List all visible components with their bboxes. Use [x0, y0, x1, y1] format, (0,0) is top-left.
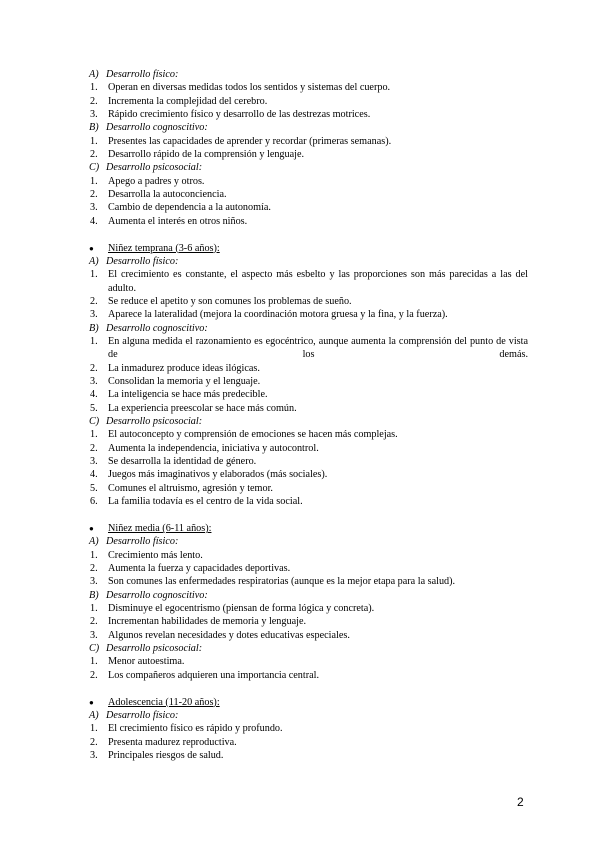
- list-item: [88, 655, 528, 668]
- list-item-number: 3.: [90, 750, 98, 761]
- list-item-number: 4.: [90, 389, 98, 401]
- list-item-text: Aumenta el interés en otros niños.: [108, 215, 248, 227]
- subsection-label: C): [89, 643, 100, 655]
- list-item-text: Disminuye el egocentrismo (piensan de forma lógica y concreta).: [108, 603, 375, 615]
- list-item-text: El autoconcepto y comprensión de emociones se hacen más complejas.: [108, 429, 398, 441]
- list-item-number: 1.: [90, 723, 98, 735]
- list-item: [88, 388, 528, 401]
- subsection-title: Desarrollo psicosocial:: [106, 162, 203, 174]
- list-item-text: Se reduce el apetito y son comunes los problemas de sueño.: [108, 296, 352, 307]
- list-item-number: 1.: [90, 549, 98, 561]
- list-item: [88, 428, 528, 441]
- subsection-title: Desarrollo cognoscitivo:: [106, 589, 208, 601]
- list-item: [88, 402, 528, 415]
- list-item: [88, 722, 528, 735]
- bullet-icon: ●: [89, 524, 94, 533]
- list-item: [88, 295, 528, 308]
- list-item-number: 3.: [90, 309, 98, 321]
- list-item: [88, 81, 528, 94]
- list-item-number: 1.: [90, 336, 98, 348]
- subsection-heading: [88, 709, 528, 722]
- list-item-text: Comunes el altruismo, agresión y temor.: [108, 482, 273, 494]
- list-item: [88, 455, 528, 468]
- list-item: [88, 215, 528, 228]
- list-item-text: La familia todavía es el centro de la vida social.: [108, 496, 303, 508]
- list-item: [88, 495, 528, 508]
- section-heading-text: Adolescencia (11-20 años):: [108, 696, 220, 708]
- list-item-number: 3.: [90, 576, 98, 588]
- list-item-text: Menor autoestima.: [108, 656, 185, 668]
- list-item-text: Incrementan habilidades de memoria y lenguaje.: [108, 616, 307, 628]
- list-item: [88, 188, 528, 201]
- list-item-text: Cambio de dependencia a la autonomía.: [108, 202, 271, 214]
- subsection-title: Desarrollo físico:: [106, 709, 179, 721]
- list-item-text: La inteligencia se hace más predecible.: [108, 389, 268, 401]
- list-item-text: Son comunes las enfermedades respiratorias (aunque es la mejor etapa para la salud).: [108, 576, 456, 588]
- list-item-number: 2.: [90, 616, 98, 628]
- list-item-number: 2.: [90, 362, 98, 374]
- subsection-heading: [88, 322, 528, 335]
- list-item: [88, 629, 528, 642]
- list-item-number: 2.: [90, 736, 98, 748]
- list-item: [88, 575, 528, 588]
- bullet-icon: ●: [89, 243, 94, 253]
- list-item-text: El crecimiento es constante, el aspecto más esbelto y las proporciones son más parecidas a las del adulto.: [108, 269, 528, 294]
- section-heading: [88, 696, 528, 709]
- subsection-label: A): [89, 69, 99, 80]
- list-item-text: Crecimiento más lento.: [108, 549, 203, 561]
- list-item: [88, 669, 528, 682]
- list-item-text: Aumenta la independencia, iniciativa y autocontrol.: [108, 442, 319, 454]
- list-item-text: Juegos más imaginativos y elaborados (más sociales).: [108, 469, 328, 481]
- list-item-text: Rápido crecimiento físico y desarrollo de las destrezas motrices.: [108, 109, 371, 121]
- list-item-text: El crecimiento físico es rápido y profundo.: [108, 723, 283, 735]
- subsection-label: C): [89, 416, 100, 428]
- list-item-number: 1.: [90, 603, 98, 615]
- list-item: [88, 602, 528, 615]
- list-item-text: En alguna medida el razonamiento es egocéntrico, aunque aumenta la comprensión del punto de vista de los demás.: [108, 336, 528, 361]
- subsection-title: Desarrollo cognoscitivo:: [106, 122, 208, 134]
- list-item: [88, 482, 528, 495]
- subsection-heading: [88, 161, 528, 174]
- subsection-title: Desarrollo físico:: [106, 69, 179, 80]
- list-item-number: 1.: [90, 429, 98, 441]
- list-item-text: Aparece la lateralidad (mejora la coordinación motora gruesa y la fina, y la fuerza).: [108, 309, 448, 321]
- list-item: [88, 736, 528, 749]
- bullet-icon: ●: [89, 697, 94, 707]
- list-item: [88, 468, 528, 481]
- list-item: [88, 148, 528, 161]
- list-item-number: 1.: [90, 135, 98, 147]
- list-item: [88, 108, 528, 121]
- list-item-number: 3.: [90, 629, 98, 641]
- document-body: [88, 68, 528, 762]
- subsection-title: Desarrollo físico:: [106, 536, 179, 548]
- list-item-number: 3.: [90, 376, 98, 388]
- section-heading: [88, 242, 528, 255]
- list-item-text: Los compañeros adquieren una importancia central.: [108, 669, 320, 681]
- list-item-number: 4.: [90, 215, 98, 227]
- list-item-text: Operan en diversas medidas todos los sentidos y sistemas del cuerpo.: [108, 82, 391, 94]
- list-item-number: 2.: [90, 442, 98, 454]
- subsection-heading: [88, 589, 528, 602]
- list-item-text: Se desarrolla la identidad de género.: [108, 456, 257, 468]
- list-item-text: Desarrollo rápido de la comprensión y lenguaje.: [108, 149, 305, 161]
- subsection-title: Desarrollo físico:: [106, 255, 179, 267]
- list-item-text: Apego a padres y otros.: [108, 175, 205, 187]
- list-item-number: 4.: [90, 469, 98, 481]
- subsection-title: Desarrollo cognoscitivo:: [106, 322, 208, 334]
- subsection-label: B): [89, 322, 99, 334]
- list-item-number: 1.: [90, 175, 98, 187]
- list-item-number: 3.: [90, 109, 98, 121]
- list-item-number: 2.: [90, 95, 98, 107]
- list-item: [88, 375, 528, 388]
- subsection-label: A): [89, 255, 99, 267]
- list-item-number: 2.: [90, 563, 98, 575]
- list-item-number: 3.: [90, 456, 98, 468]
- subsection-heading: [88, 68, 528, 81]
- list-item: [88, 749, 528, 762]
- list-item-number: 2.: [90, 149, 98, 161]
- list-item-number: 1.: [90, 82, 98, 94]
- list-item: [88, 95, 528, 108]
- list-item-text: Desarrolla la autoconciencia.: [108, 189, 227, 201]
- list-item: [88, 335, 528, 362]
- section-heading-text: Niñez media (6-11 años):: [108, 523, 212, 534]
- subsection-label: C): [89, 162, 100, 174]
- list-item-number: 2.: [90, 189, 98, 201]
- subsection-heading: [88, 121, 528, 134]
- list-item-number: 2.: [90, 669, 98, 681]
- list-item: [88, 562, 528, 575]
- list-item-number: 1.: [90, 269, 98, 281]
- list-item: [88, 549, 528, 562]
- section-heading: [88, 522, 528, 535]
- subsection-heading: [88, 642, 528, 655]
- subsection-heading: [88, 535, 528, 548]
- subsection-title: Desarrollo psicosocial:: [106, 643, 203, 655]
- subsection-label: A): [89, 536, 99, 548]
- list-item: [88, 308, 528, 321]
- list-item: [88, 175, 528, 188]
- list-item: [88, 442, 528, 455]
- subsection-heading: [88, 415, 528, 428]
- list-item: [88, 201, 528, 214]
- list-item-text: Aumenta la fuerza y capacidades deportivas.: [108, 563, 291, 575]
- section-heading-text: Niñez temprana (3-6 años):: [108, 242, 220, 254]
- list-item: [88, 135, 528, 148]
- list-item: [88, 268, 528, 295]
- list-item-text: Incrementa la complejidad del cerebro.: [108, 95, 268, 107]
- list-item-text: Principales riesgos de salud.: [108, 750, 224, 761]
- subsection-heading: [88, 255, 528, 268]
- list-item-number: 3.: [90, 202, 98, 214]
- list-item-number: 6.: [90, 496, 98, 508]
- subsection-title: Desarrollo psicosocial:: [106, 416, 203, 428]
- list-item-text: Presentes las capacidades de aprender y recordar (primeras semanas).: [108, 135, 392, 147]
- list-item-text: Consolidan la memoria y el lenguaje.: [108, 376, 261, 388]
- page-number: 2: [517, 795, 524, 809]
- list-item-text: Algunos revelan necesidades y dotes educativas especiales.: [108, 629, 350, 641]
- subsection-label: A): [89, 709, 99, 721]
- list-item-number: 5.: [90, 402, 98, 414]
- list-item-text: La inmadurez produce ideas ilógicas.: [108, 362, 260, 374]
- list-item-number: 5.: [90, 482, 98, 494]
- subsection-label: B): [89, 589, 99, 601]
- list-item-number: 1.: [90, 656, 98, 668]
- list-item: [88, 362, 528, 375]
- list-item: [88, 615, 528, 628]
- list-item-text: Presenta madurez reproductiva.: [108, 736, 237, 748]
- subsection-label: B): [89, 122, 99, 134]
- list-item-number: 2.: [90, 296, 98, 307]
- list-item-text: La experiencia preescolar se hace más común.: [108, 402, 297, 414]
